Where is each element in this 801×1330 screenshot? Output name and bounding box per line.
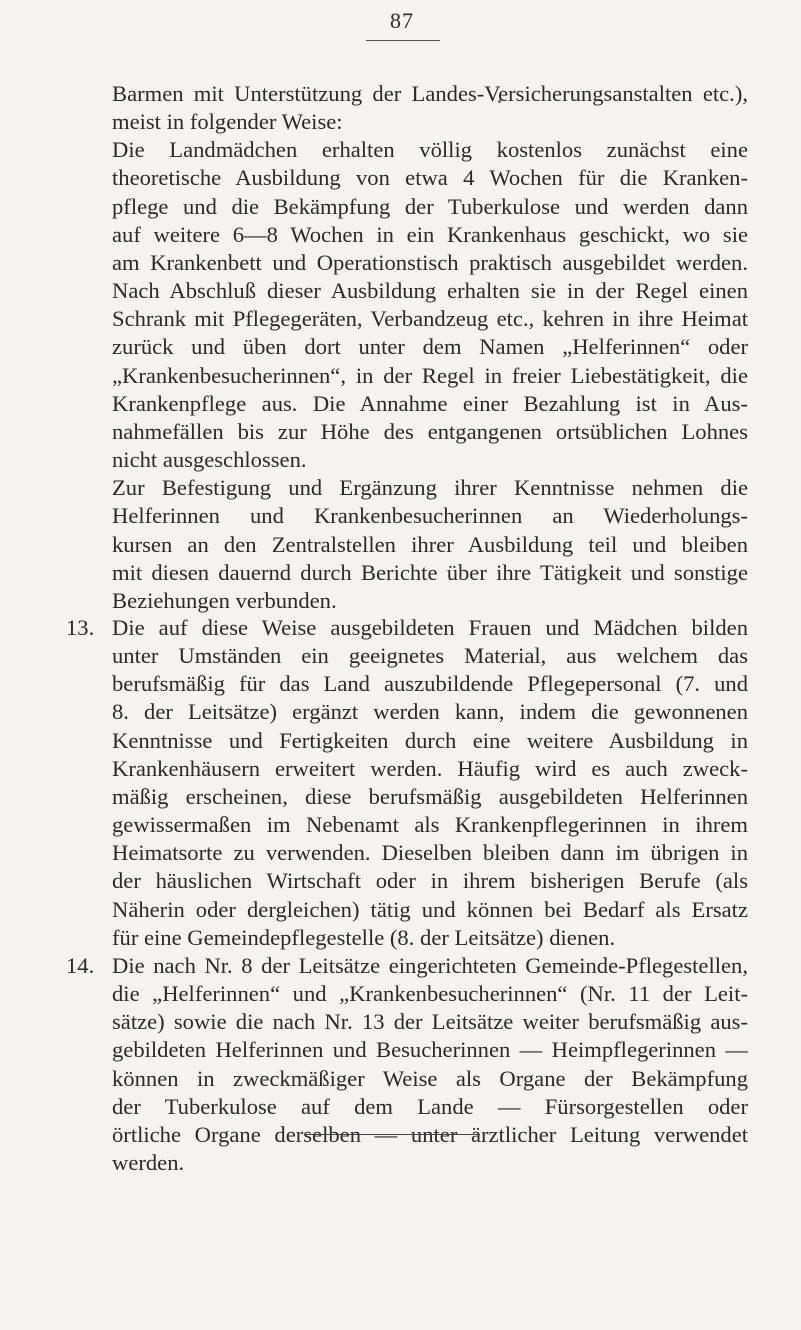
text-line: Die nach Nr. 8 der Leitsätze eingerichteten Gemeinde-Pflegestellen, — [112, 953, 748, 978]
text-line: der Tuberkulose auf dem Lande — Fürsorgestellen oder — [112, 1093, 748, 1119]
text-line: die „Helferinnen“ und „Krankenbesucherinnen“ (Nr. 11 der Leit- — [112, 981, 748, 1007]
text-line: zurück und üben dort unter dem Namen „Helferinnen“ oder — [112, 334, 748, 360]
text-line: der häuslichen Wirtschaft oder in ihrem bisherigen Berufe (als — [112, 868, 748, 894]
text-line: unter Umständen ein geeignetes Material, aus welchem das — [112, 643, 748, 669]
text-line: gebildeten Helferinnen und Besucherinnen — Heimpflegerinnen — — [112, 1037, 748, 1063]
text-line: Beziehungen verbunden. — [112, 587, 337, 613]
text-line: nicht ausgeschlossen. — [112, 447, 307, 473]
text-line: am Krankenbett und Operationstisch praktisch ausgebildet werden. — [112, 249, 748, 275]
item-14-paragraph — [112, 952, 748, 1177]
text-line: Barmen mit Unterstützung der Landes-Versicherungsanstalten etc.), — [112, 81, 748, 106]
text-line: pflege und die Bekämpfung der Tuberkulose und werden dann — [112, 193, 748, 219]
text-line: 8. der Leitsätze) ergänzt werden kann, indem die gewonnenen — [112, 699, 748, 725]
text-line: Die Landmädchen erhalten völlig kostenlos zunächst eine — [112, 137, 748, 163]
text-line: nahmefällen bis zur Höhe des entgangenen ortsüblichen Lohnes — [112, 418, 748, 444]
text-line: Helferinnen und Krankenbesucherinnen an Wiederholungs- — [112, 503, 748, 529]
item-13-paragraph — [112, 614, 748, 952]
text-line: theoretische Ausbildung von etwa 4 Wochen für die Kranken- — [112, 165, 748, 191]
item-13-number: 13. — [66, 615, 95, 640]
text-line: Krankenpflege aus. Die Annahme einer Bezahlung ist in Aus- — [112, 390, 748, 416]
intro-paragraph — [112, 80, 748, 615]
text-line: werden. — [112, 1150, 185, 1176]
text-line: mäßig erscheinen, diese berufsmäßig ausgebildeten Helferinnen — [112, 783, 748, 809]
text-line: Heimatsorte zu verwenden. Dieselben bleiben dann im übrigen in — [112, 840, 748, 866]
page-number: 87 — [390, 8, 414, 33]
text-line: mit diesen dauernd durch Berichte über ihre Tätigkeit und sonstige — [112, 559, 748, 585]
text-line: für eine Gemeindepflegestelle (8. der Leitsätze) dienen. — [112, 924, 616, 950]
text-line: Krankenhäusern erweitert werden. Häufig wird es auch zweck- — [112, 755, 748, 781]
page-number-rule — [366, 40, 440, 41]
text-line: Nach Abschluß dieser Ausbildung erhalten sie in der Regel einen — [112, 278, 748, 304]
text-line: Die auf diese Weise ausgebildeten Frauen und Mädchen bilden — [112, 615, 748, 640]
text-line: kursen an den Zentralstellen ihrer Ausbildung teil und bleiben — [112, 531, 748, 557]
text-line: „Krankenbesucherinnen“, in der Regel in freier Liebestätigkeit, die — [112, 362, 748, 388]
text-line: örtliche Organe derselben — unter ärztlicher Leitung verwendet — [112, 1121, 748, 1147]
text-line: auf weitere 6—8 Wochen in ein Krankenhaus geschickt, wo sie — [112, 221, 748, 247]
end-rule — [306, 1134, 480, 1135]
text-line: Schrank mit Pflegegeräten, Verbandzeug etc., kehren in ihre Heimat — [112, 306, 748, 332]
text-line: Kenntnisse und Fertigkeiten durch eine weitere Ausbildung in — [112, 727, 748, 753]
text-line: Näherin oder dergleichen) tätig und können bei Bedarf als Ersatz — [112, 896, 748, 922]
item-14-number: 14. — [66, 953, 95, 978]
text-line: sätze) sowie die nach Nr. 13 der Leitsätze weiter berufsmäßig aus- — [112, 1009, 748, 1035]
text-line: können in zweckmäßiger Weise als Organe der Bekämpfung — [112, 1065, 748, 1091]
text-line: gewissermaßen im Nebenamt als Krankenpflegerinnen in ihrem — [112, 812, 748, 838]
text-line: Zur Befestigung und Ergänzung ihrer Kenntnisse nehmen die — [112, 475, 748, 501]
text-line: meist in folgender Weise: — [112, 109, 343, 135]
text-line: berufsmäßig für das Land auszubildende Pflegepersonal (7. und — [112, 671, 748, 697]
